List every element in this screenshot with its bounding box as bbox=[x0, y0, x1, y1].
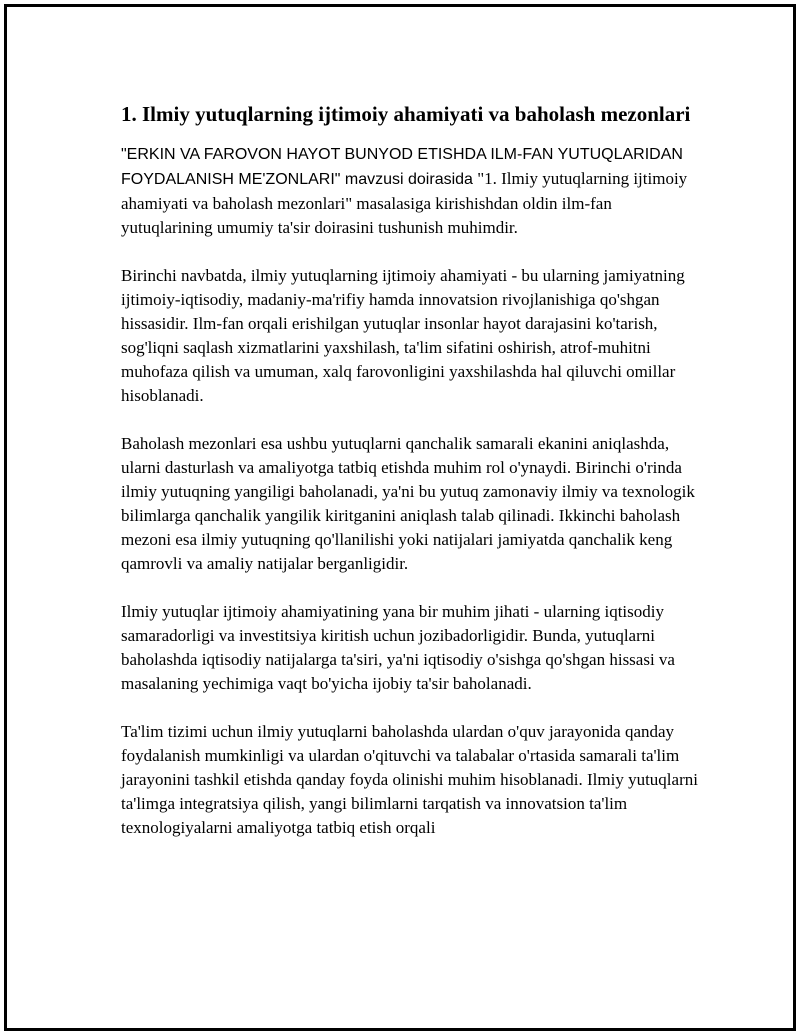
intro-text: "1. Ilmiy yutuqlarning ijtimoiy ahamiyati va baholash mezonlari" masalasiga kirishishdan oldin ilm-fan yutuqlarining umumiy ta'sir doirasini tushunish muhimdir. bbox=[121, 169, 688, 237]
paragraph-4: Ta'lim tizimi uchun ilmiy yutuqlarni baholashda ulardan o'quv jarayonida qanday foydalanish mumkinligi va ulardan o'qituvchi va talabalar o'rtasida samarali ta'lim jarayonini tashkil etishda qanday foyda olinishi muhim hisoblanadi. Ilmiy yutuqlarni ta'limga integratsiya qilish, yangi bilimlarni tarqatish va innovatsion ta'lim texnologiyalarni amaliyotga tatbiq etish orqali bbox=[121, 722, 698, 837]
page-frame bbox=[4, 4, 796, 1031]
page-title: 1. Ilmiy yutuqlarning ijtimoiy ahamiyati va baholash mezonlari bbox=[121, 102, 691, 126]
paragraph-2: Baholash mezonlari esa ushbu yutuqlarni qanchalik samarali ekanini aniqlashda, ularni dasturlash va amaliyotga tatbiq etishda muhim rol o'ynaydi. Birinchi o'rinda ilmiy yutuqning yangiligi baholanadi, ya'ni bu yutuq zamonaviy ilmiy va texnologik bilimlarga qanchalik yangilik kiritganini aniqlash talab qilinadi. Ikkinchi baholash mezoni esa ilmiy yutuqning qo'llanilishi yoki natijalari jamiyatda qanchalik keng qamrovli va amaliy natijalar berganligidir. bbox=[121, 434, 695, 573]
paragraph-1: Birinchi navbatda, ilmiy yutuqlarning ijtimoiy ahamiyati - bu ularning jamiyatning ijtimoiy-iqtisodiy, madaniy-ma'rifiy hamda innovatsion rivojlanishiga qo'shgan hissasidir. Ilm-fan orqali erishilgan yutuqlar insonlar hayot darajasini ko'tarish, sog'liqni saqlash xizmatlarini yaxshilash, ta'lim sifatini oshirish, atrof-muhitni muhofaza qilish va umuman, xalq farovonligini yaxshilashda hal qiluvchi omillar hisoblanadi. bbox=[121, 266, 685, 405]
topic-title-caps: "ERKIN VA FAROVON HAYOT BUNYOD ETISHDA ILM-FAN YUTUQLARIDAN FOYDALANISH ME'ZONLARI" mavzusi doirasida bbox=[121, 146, 683, 188]
document-body bbox=[121, 100, 701, 864]
intro-paragraph bbox=[121, 142, 701, 240]
paragraph-3: Ilmiy yutuqlar ijtimoiy ahamiyatining yana bir muhim jihati - ularning iqtisodiy samaradorligi va investitsiya kiritish uchun jozibadorligidir. Bunda, yutuqlarni baholashda iqtisodiy natijalarga ta'siri, ya'ni iqtisodiy o'sishga qo'shgan hissasi va masalaning yechimiga vaqt bo'yicha ijobiy ta'sir baholanadi. bbox=[121, 602, 675, 693]
